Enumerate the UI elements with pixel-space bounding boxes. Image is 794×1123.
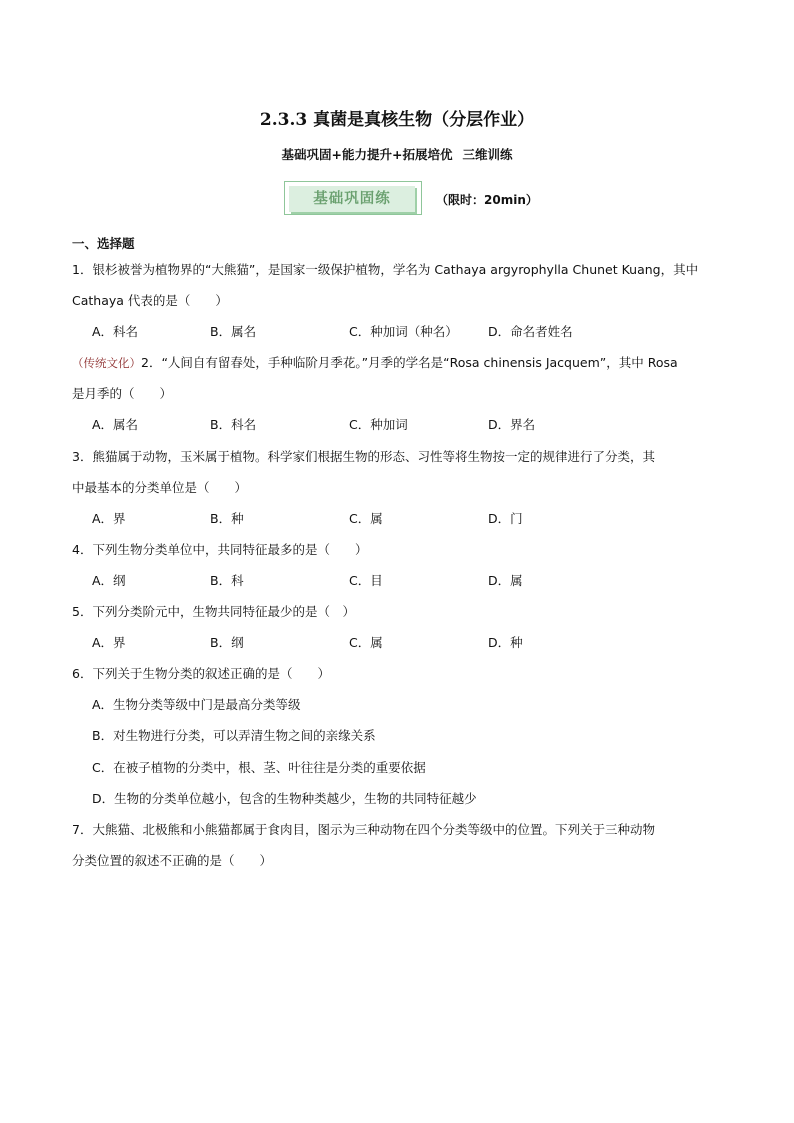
question-3-stem-line1: 3．熊猫属于动物，玉米属于植物。科学家们根据生物的形态、习性等将生物按一定的规律进行了分类，其 <box>72 449 655 464</box>
option-c[interactable]: C．种加词 <box>349 417 408 432</box>
option-a[interactable]: A．纲 <box>92 573 126 588</box>
question-6-option-a[interactable]: A．生物分类等级中门是最高分类等级 <box>92 697 301 712</box>
option-a[interactable]: A．界 <box>92 635 126 650</box>
option-d[interactable]: D．属 <box>488 573 523 588</box>
question-7-stem-line2: 分类位置的叙述不正确的是（ ） <box>72 853 273 868</box>
question-4-options <box>92 571 728 589</box>
question-1-stem-line2: Cathaya 代表的是（ ） <box>72 293 228 308</box>
option-b[interactable]: B．纲 <box>210 635 244 650</box>
question-4-stem: 4．下列生物分类单位中，共同特征最多的是（ ） <box>72 542 368 557</box>
section-heading: 一、选择题 <box>72 236 135 251</box>
option-c[interactable]: C．目 <box>349 573 383 588</box>
option-b[interactable]: B．种 <box>210 511 244 526</box>
question-3-options <box>92 509 728 527</box>
page-title: 2.3.3 真菌是真核生物（分层作业） <box>259 110 535 130</box>
question-2-stem-line1 <box>72 353 678 371</box>
question-2-stem-text: 2．“人间自有留春处，手种临阶月季花。”月季的学名是“Rosa chinensis Jacquem”，其中 Rosa <box>141 355 678 370</box>
option-d[interactable]: D．门 <box>488 511 523 526</box>
question-6-option-c[interactable]: C．在被子植物的分类中，根、茎、叶往往是分类的重要依据 <box>92 760 426 775</box>
question-2-stem-line2: 是月季的（ ） <box>72 386 173 401</box>
question-3-stem-line2: 中最基本的分类单位是（ ） <box>72 480 248 495</box>
level-badge <box>284 181 424 217</box>
option-b[interactable]: B．属名 <box>210 324 257 339</box>
option-a[interactable]: A．科名 <box>92 324 139 339</box>
option-c[interactable]: C．属 <box>349 511 383 526</box>
question-2-tag: （传统文化） <box>72 356 141 370</box>
option-b[interactable]: B．科 <box>210 573 244 588</box>
question-7-stem-line1: 7．大熊猫、北极熊和小熊猫都属于食肉目，图示为三种动物在四个分类等级中的位置。下列关于三种动物 <box>72 822 655 837</box>
question-2-options <box>92 415 728 433</box>
question-6-option-d[interactable]: D．生物的分类单位越小，包含的生物种类越少，生物的共同特征越少 <box>92 791 477 806</box>
option-a[interactable]: A．属名 <box>92 417 139 432</box>
option-d[interactable]: D．种 <box>488 635 523 650</box>
question-5-stem: 5．下列分类阶元中，生物共同特征最少的是（ ） <box>72 604 355 619</box>
page-subtitle <box>0 145 794 163</box>
question-5-options <box>92 633 728 651</box>
question-1-stem-line1: 1．银杉被誉为植物界的“大熊猫”，是国家一级保护植物，学名为 Cathaya argyrophylla Chunet Kuang，其中 <box>72 262 699 277</box>
question-1-options <box>92 322 728 340</box>
time-limit: （限时：20min） <box>436 193 538 207</box>
subtitle-levels: 基础巩固+能力提升+拓展培优 <box>281 147 453 162</box>
badge-label: 基础巩固练 <box>313 191 391 207</box>
option-c[interactable]: C．种加词（种名） <box>349 324 458 339</box>
question-6-option-b[interactable]: B．对生物进行分类，可以弄清生物之间的亲缘关系 <box>92 728 376 743</box>
option-b[interactable]: B．科名 <box>210 417 257 432</box>
subtitle-training: 三维训练 <box>462 147 513 162</box>
option-d[interactable]: D．界名 <box>488 417 536 432</box>
option-a[interactable]: A．界 <box>92 511 126 526</box>
question-6-stem: 6．下列关于生物分类的叙述正确的是（ ） <box>72 666 330 681</box>
option-c[interactable]: C．属 <box>349 635 383 650</box>
option-d[interactable]: D．命名者姓名 <box>488 324 573 339</box>
